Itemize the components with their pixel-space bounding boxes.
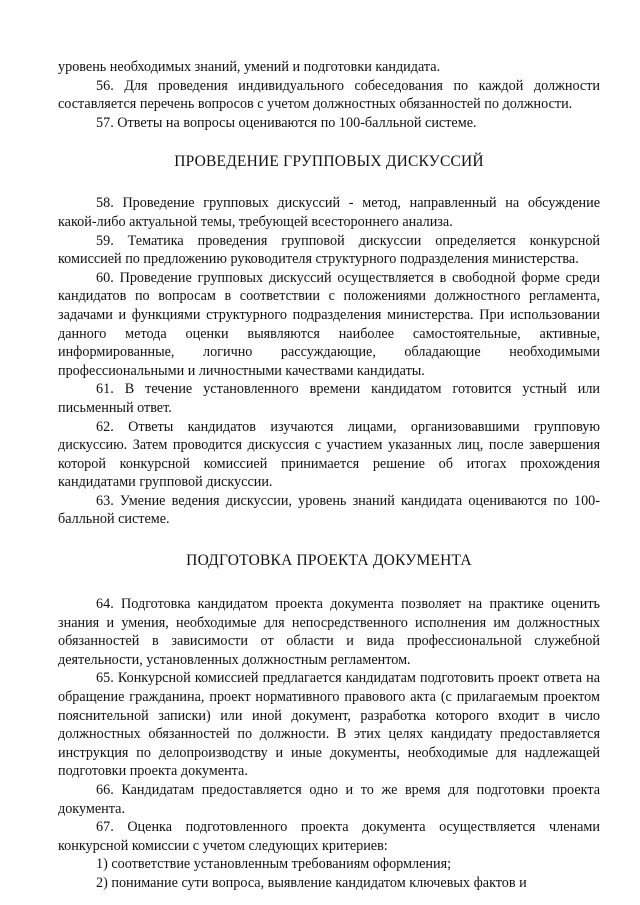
paragraph-66: 66. Кандидатам предоставляется одно и то же время для подготовки проекта документа.: [58, 782, 600, 817]
paragraph-continued: уровень необходимых знаний, умений и подготовки кандидата.: [58, 59, 441, 75]
paragraph-59: 59. Тематика проведения групповой дискуссии определяется конкурсной комиссией по предложению руководителя структурного подразделения министерства.: [58, 232, 600, 268]
paragraph-58: 58. Проведение групповых дискуссий - метод, направленный на обсуждение какой-либо актуальной темы, требующей всестороннего анализа.: [58, 195, 600, 230]
criterion-2: 2) понимание сути вопроса, выявление кандидатом ключевых фактов и: [96, 874, 527, 891]
paragraph-65: 65. Конкурсной комиссией предлагается кандидатам подготовить проект ответа на обращение гражданина, проект нормативного правового акта (с прилагаемым проектом пояснительной записки) или иной документ, разработка которого входит в число должностных обязанностей по должности. В этих целях кандидату предоставляется инструкция по делопроизводству и иные документы, необходимые для надлежащей подготовки проекта документа.: [58, 670, 600, 780]
criterion-1: 1) соответствие установленным требованиям оформления;: [96, 856, 452, 873]
paragraph-60: 60. Проведение групповых дискуссий осуществляется в свободной форме среди кандидатов по вопросам в соответствии с положениями должностного регламента, задачами и функциями структурного подразделения министерства. При использовании данного метода оценки выявляются наиболее самостоятельные, активные, информированные, логично рассуждающие, обладающие необходимыми профессиональными и личностными качествами кандидаты.: [58, 269, 600, 379]
paragraph-62: 62. Ответы кандидатов изучаются лицами, организовавшими групповую дискуссию. Затем проводится дискуссия с участием указанных лиц, после завершения которой конкурсной комиссией принимается решение об итогах прохождения кандидатами групповой дискуссии.: [58, 418, 600, 491]
paragraph-63: 63. Умение ведения дискуссии, уровень знаний кандидата оцениваются по 100-балльной системе.: [58, 492, 600, 528]
paragraph-67: 67. Оценка подготовленного проекта документа осуществляется членами конкурсной комиссии с учетом следующих критериев:: [58, 819, 600, 854]
section-heading-group-discussions: ПРОВЕДЕНИЕ ГРУППОВЫХ ДИСКУССИЙ: [174, 153, 484, 171]
paragraph-57: 57. Ответы на вопросы оцениваются по 100-балльной системе.: [96, 114, 477, 131]
paragraph-61: 61. В течение установленного времени кандидатом готовится устный или письменный ответ.: [58, 381, 600, 416]
paragraph-56: 56. Для проведения индивидуального собеседования по каждой должности составляется перечень вопросов с учетом должностных обязанностей по должности.: [58, 77, 600, 113]
paragraph-64: 64. Подготовка кандидатом проекта документа позволяет на практике оценить знания и умения, необходимые для непосредственного исполнения им должностных обязанностей в зависимости от области и вида профессиональной служебной деятельности, установленных должностным регламентом.: [58, 596, 600, 668]
section-heading-document-draft: ПОДГОТОВКА ПРОЕКТА ДОКУМЕНТА: [186, 552, 472, 570]
